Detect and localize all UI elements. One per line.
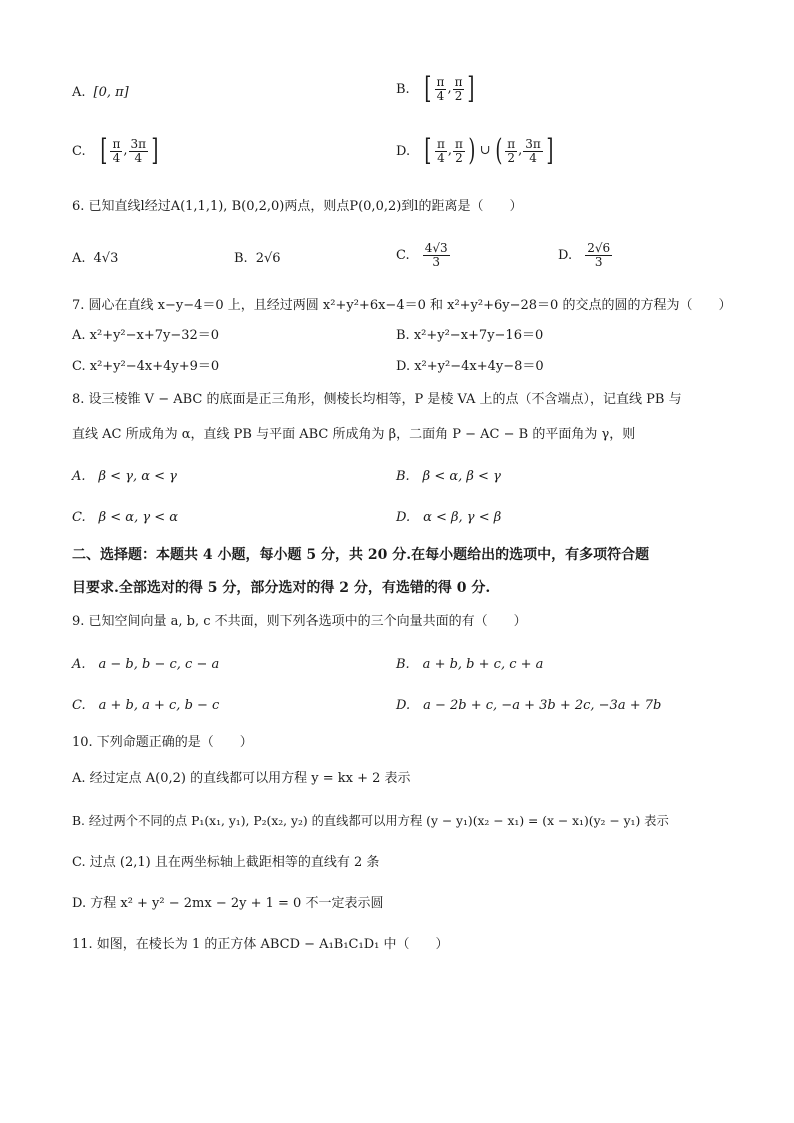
q5-option-d: D. [ $\frac{\pi}{4}$ , $\frac{\pi}{2}$ ) ∪ ( $\frac{\pi}{2}$ , $\frac{3\pi}{4}$ ] (396, 133, 554, 168)
q11-stem: 11. 如图，在棱长为 1 的正方体 ABCD − A₁B₁C₁D₁ 中（ ） (72, 937, 449, 952)
q8-stem-line2: 直线 AC 所成角为 α，直线 PB 与平面 ABC 所成角为 β，二面角 P − AC − B 的平面角为 γ，则 (72, 427, 636, 442)
q7-option-b: B. x²+y²−x+7y−16＝0 (396, 328, 544, 343)
q10-option-b: B. 经过两个不同的点 P₁(x₁, y₁), P₂(x₂, y₂) 的直线都可以用方程 (y − y₁)(x₂ − x₁) = (x − x₁)(y₂ − y₁) 表示 (72, 814, 669, 828)
q7-option-c: C. x²+y²−4x+4y+9＝0 (72, 359, 220, 374)
q5-option-c: C. [ $\frac{\pi}{4}$ , $\frac{3\pi}{4}$ ] (72, 133, 159, 168)
q6-option-d: D. $\frac{2√6}{3}$ (558, 241, 611, 269)
q6-option-a: A. 4√3 (72, 251, 119, 266)
q9-option-a: A. a − b, b − c, c − a (72, 657, 220, 672)
q10-option-c: C. 过点 (2,1) 且在两坐标轴上截距相等的直线有 2 条 (72, 855, 380, 870)
q8-option-b: B. β < α, β < γ (396, 469, 501, 484)
section-2-heading-line1: 二、选择题：本题共 4 小题，每小题 5 分，共 20 分.在每小题给出的选项中，有多项符合题 (72, 547, 650, 563)
q9-option-b: B. a + b, b + c, c + a (396, 657, 544, 672)
q7-stem: 7. 圆心在直线 x−y−4＝0 上，且经过两圆 x²+y²+6x−4＝0 和 x²+y²+6y−28＝0 的交点的圆的方程为（ ） (72, 298, 732, 313)
q8-stem-line1: 8. 设三棱锥 V − ABC 的底面是正三角形，侧棱长均相等，P 是棱 VA 上的点（不含端点），记直线 PB 与 (72, 392, 682, 407)
q10-option-a: A. 经过定点 A(0,2) 的直线都可以用方程 y = kx + 2 表示 (72, 771, 411, 786)
q8-option-c: C. β < α, γ < α (72, 510, 179, 525)
q5-option-a: A. [0, π] (72, 85, 129, 100)
q8-option-a: A. β < γ, α < γ (72, 469, 177, 484)
q5-option-b: B. [ $\frac{\pi}{4}$ , $\frac{\pi}{2}$ ] (396, 71, 475, 106)
q10-stem: 10. 下列命题正确的是（ ） (72, 735, 253, 750)
q9-option-d: D. a − 2b + c, −a + 3b + 2c, −3a + 7b (396, 698, 662, 713)
q10-option-d: D. 方程 x² + y² − 2mx − 2y + 1 = 0 不一定表示圆 (72, 896, 384, 911)
q7-option-d: D. x²+y²−4x+4y−8＝0 (396, 359, 544, 374)
q9-option-c: C. a + b, a + c, b − c (72, 698, 220, 713)
q7-option-a: A. x²+y²−x+7y−32＝0 (72, 328, 220, 343)
q9-stem: 9. 已知空间向量 a, b, c 不共面，则下列各选项中的三个向量共面的有（ ） (72, 614, 527, 629)
q6-option-b: B. 2√6 (234, 251, 281, 266)
q6-stem: 6. 已知直线l经过A(1,1,1), B(0,2,0)两点，则点P(0,0,2)到l的距离是（ ） (72, 199, 523, 214)
section-2-heading-line2: 目要求.全部选对的得 5 分，部分选对的得 2 分，有选错的得 0 分. (72, 580, 491, 596)
q6-option-c: C. $\frac{4√3}{3}$ (396, 241, 448, 269)
q8-option-d: D. α < β, γ < β (396, 510, 502, 525)
